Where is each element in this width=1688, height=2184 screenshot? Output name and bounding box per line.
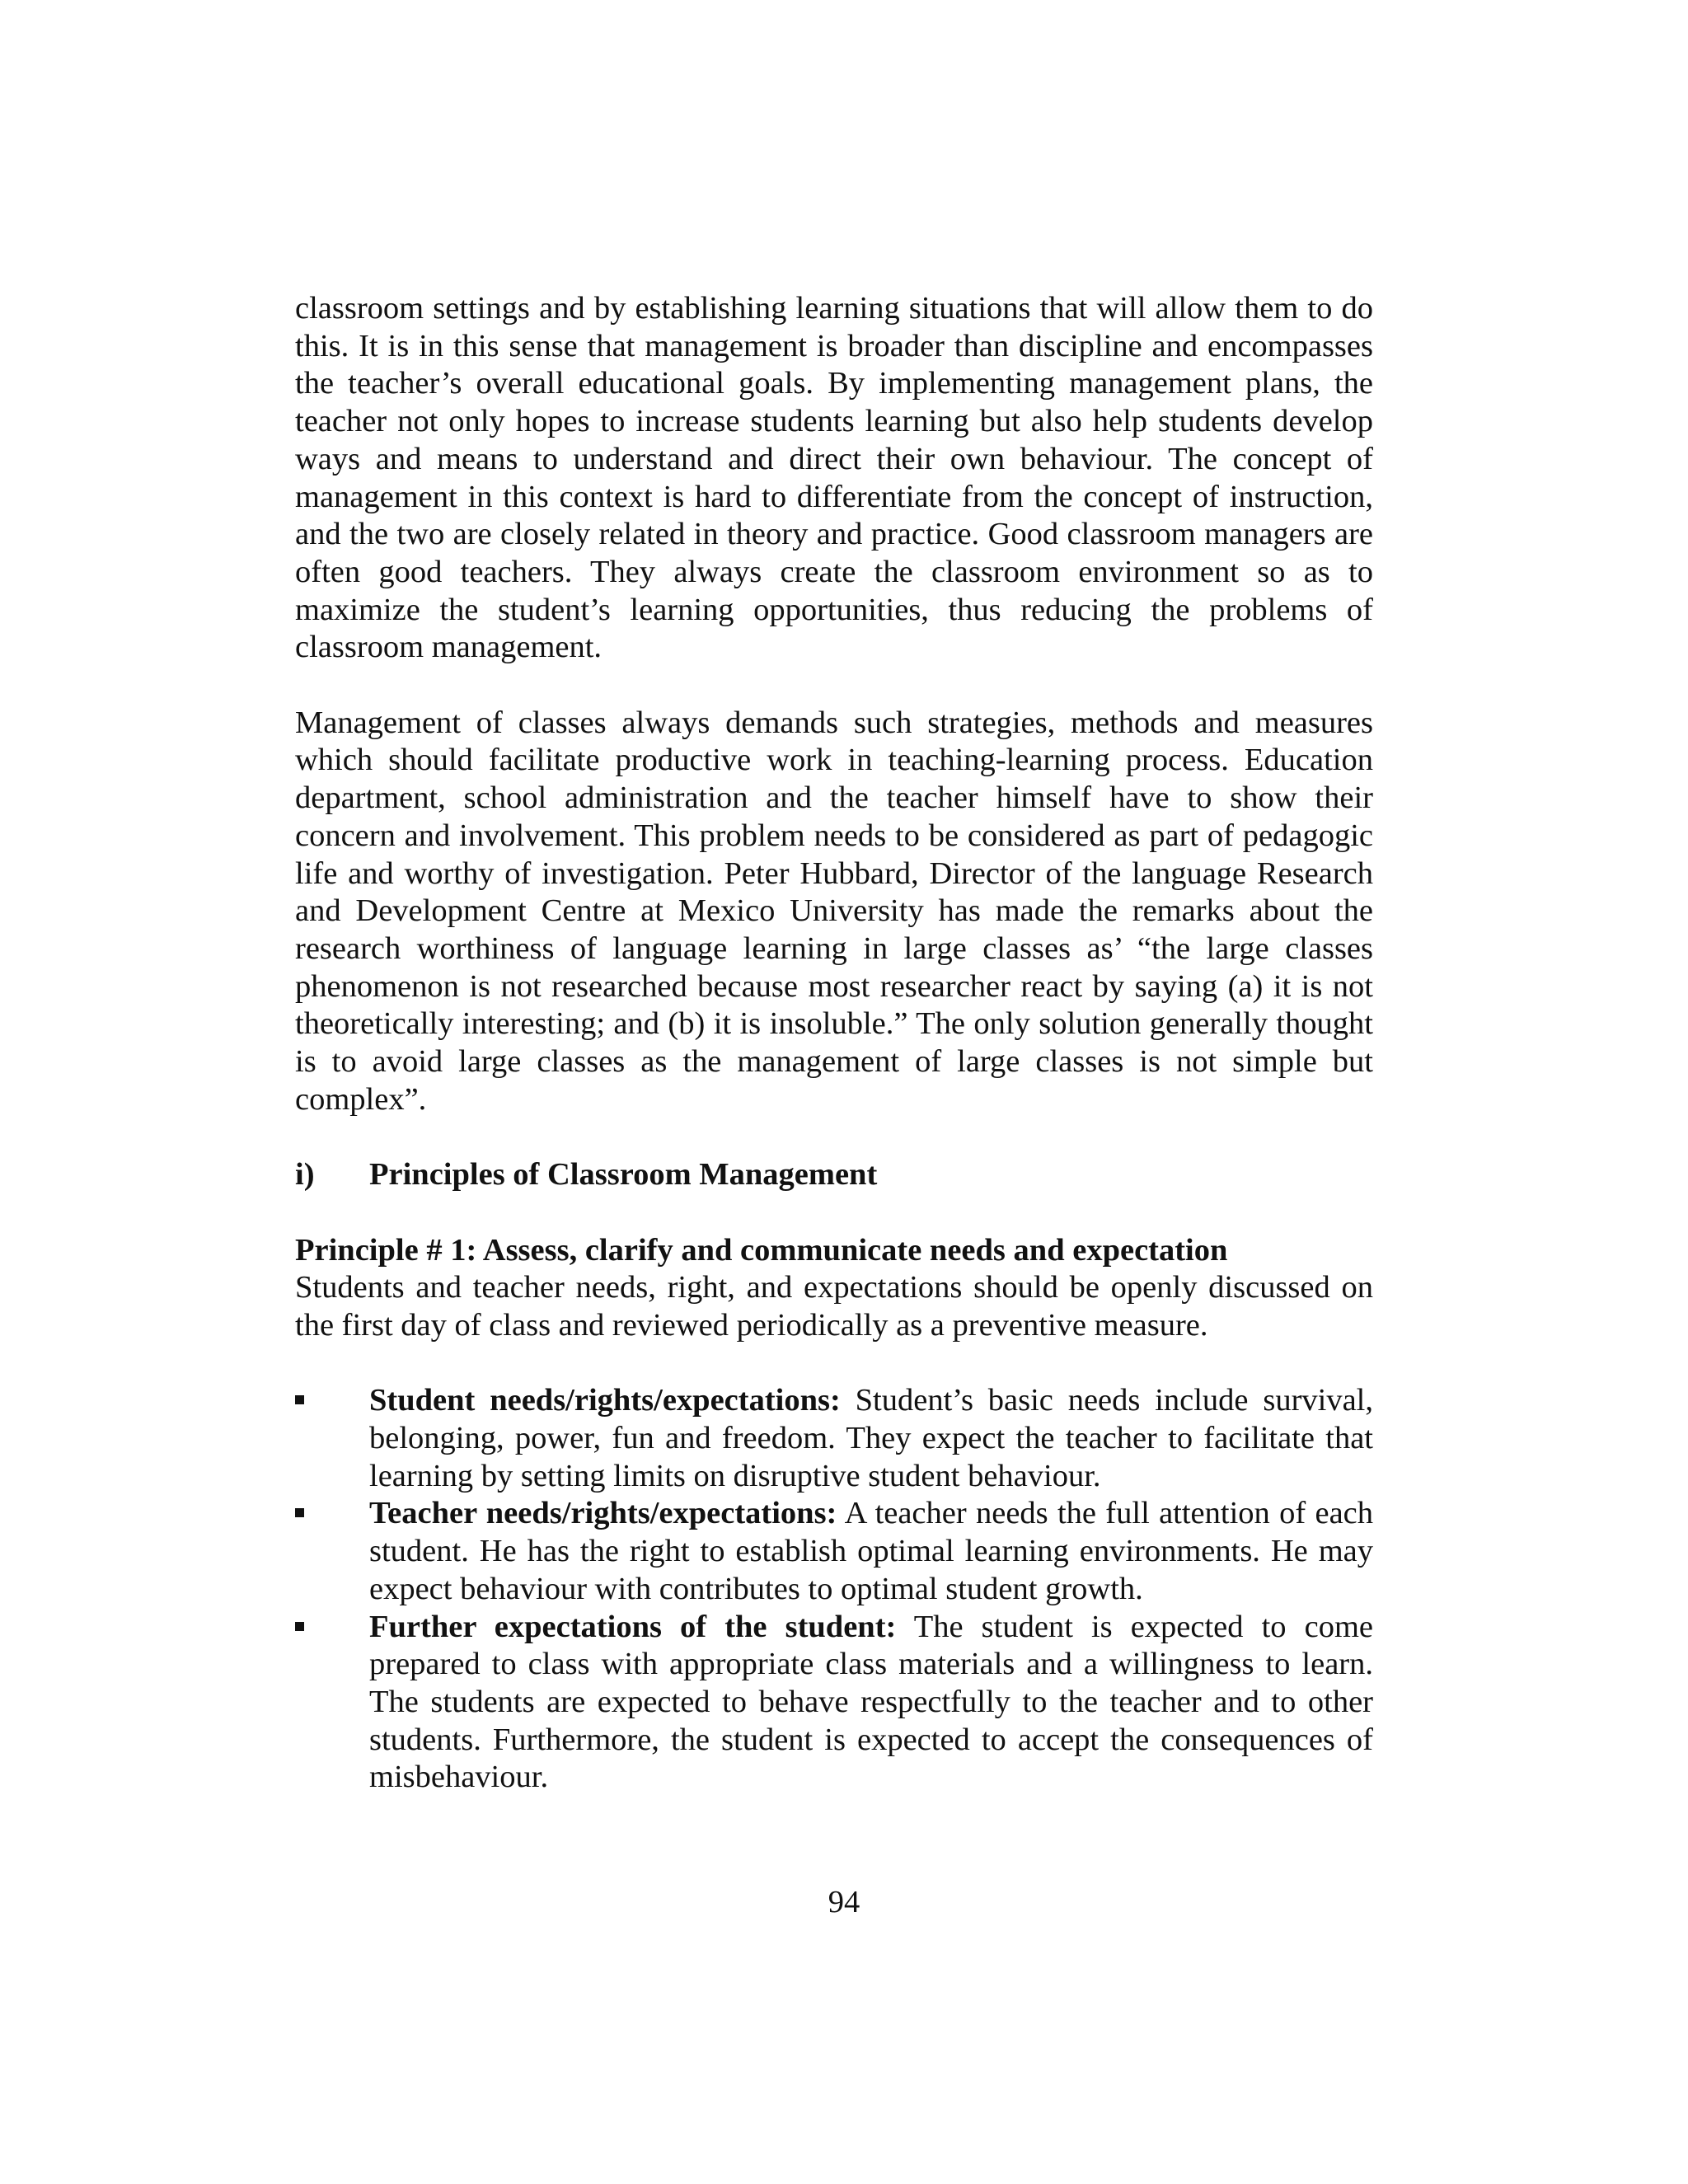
principle-title: Principle # 1: Assess, clarify and communicate needs and expectation	[295, 1232, 1228, 1268]
expectations-list	[295, 1382, 1373, 1797]
list-item-lead: Teacher needs/rights/expectations:	[369, 1496, 837, 1531]
list-item-lead: Student needs/rights/expectations:	[369, 1383, 841, 1418]
list-item-text: The student is expected to come prepared to class with appropriate class materials and a willingness to learn. The students are expected to behave respectfully to the teacher and to other students. Furthermore, the student is expected to accept the consequences of misbehaviour.	[369, 1609, 1373, 1795]
square-bullet-icon	[295, 1508, 304, 1517]
list-item-text: A teacher needs the full attention of each student. He has the right to establish optimal learning environments. He may expect behaviour with contributes to optimal student growth.	[369, 1496, 1373, 1606]
list-item	[295, 1609, 1373, 1797]
section-number: i)	[295, 1157, 315, 1193]
principle-block	[295, 1232, 1373, 1345]
principle-text: Students and teacher needs, right, and expectations should be openly discussed on the first day of class and reviewed periodically as a preventive measure.	[295, 1270, 1373, 1343]
page-number: 94	[828, 1885, 860, 1919]
paragraph-1: classroom settings and by establishing learning situations that will allow them to do this. It is in this sense that management is broader than discipline and encompasses the teacher’s overall educational goals. By implementing management plans, the teacher not only hopes to increase students learning but also help students develop ways and means to understand and direct their own behaviour. The concept of management in this context is hard to differentiate from the concept of instruction, and the two are closely related in theory and practice. Good classroom managers are often good teachers. They always create the classroom environment so as to maximize the student’s learning opportunities, thus reducing the problems of classroom management.	[295, 291, 1373, 665]
square-bullet-icon	[295, 1622, 304, 1631]
list-item-text: Student’s basic needs include survival, belonging, power, fun and freedom. They expect the teacher to facilitate that learning by setting limits on disruptive student behaviour.	[369, 1383, 1373, 1493]
square-bullet-icon	[295, 1395, 304, 1404]
list-item	[295, 1495, 1373, 1608]
section-title: Principles of Classroom Management	[369, 1157, 878, 1193]
section-heading	[295, 1156, 1373, 1194]
page-content	[295, 290, 1373, 1797]
paragraph-2: Management of classes always demands such strategies, methods and measures which should facilitate productive work in teaching-learning process. Education department, school administration and the teacher himself have to show their concern and involvement. This problem needs to be considered as part of pedagogic life and worthy of investigation. Peter Hubbard, Director of the language Research and Development Centre at Mexico University has made the remarks about the research worthiness of language learning in large classes as’ “the large classes phenomenon is not researched because most researcher react by saying (a) it is not theoretically interesting; and (b) it is insoluble.” The only solution generally thought is to avoid large classes as the management of large classes is not simple but complex”.	[295, 705, 1373, 1117]
list-item	[295, 1382, 1373, 1495]
list-item-lead: Further expectations of the student:	[369, 1609, 897, 1644]
